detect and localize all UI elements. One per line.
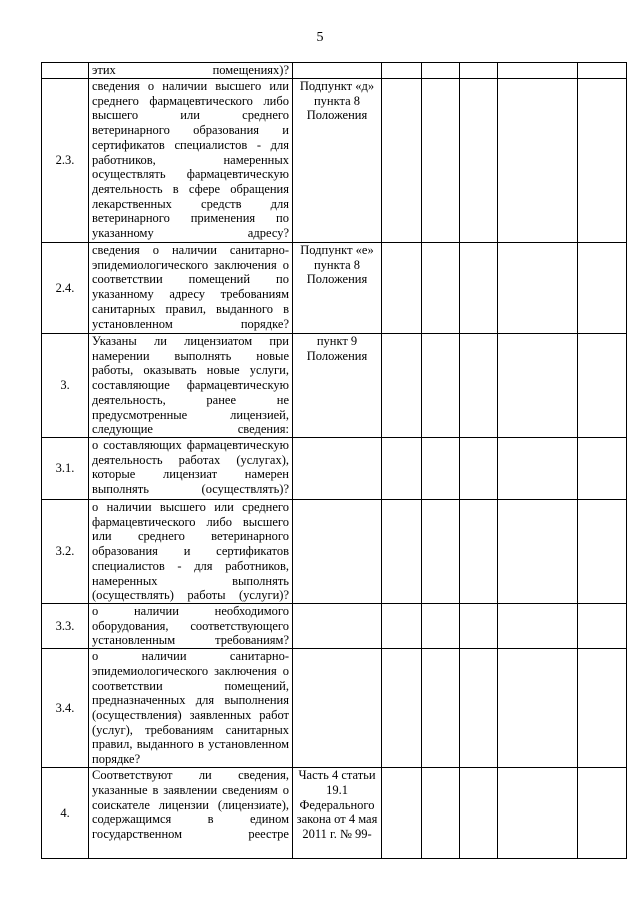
answer-cell	[578, 649, 627, 768]
question-text: Указаны ли лицензиатом при намерении выполнять новые работы, оказывать новые услуги, составляющие фармацевтическую деятельность, ранее не предусмотренные лицензией, следующие сведения:	[89, 334, 293, 438]
table-row	[42, 768, 627, 859]
answer-cell	[498, 79, 578, 243]
answer-cell	[460, 500, 498, 604]
answer-cell	[460, 79, 498, 243]
answer-cell	[498, 604, 578, 649]
answer-cell	[498, 649, 578, 768]
answer-cell	[382, 438, 422, 500]
answer-cell	[422, 243, 460, 334]
table-row	[42, 79, 627, 243]
item-number: 3.2.	[42, 500, 89, 604]
legal-basis	[293, 63, 382, 79]
item-number	[42, 63, 89, 79]
item-number: 2.3.	[42, 79, 89, 243]
item-number: 3.4.	[42, 649, 89, 768]
answer-cell	[422, 604, 460, 649]
answer-cell	[578, 604, 627, 649]
answer-cell	[382, 79, 422, 243]
answer-cell	[422, 63, 460, 79]
table-row	[42, 649, 627, 768]
answer-cell	[460, 334, 498, 438]
question-text: о составляющих фармацевтическую деятельность работах (услугах), которые лицензиат намерен выполнять (осуществлять)?	[89, 438, 293, 500]
question-text: о наличии необходимого оборудования, соответствующего установленным требованиям?	[89, 604, 293, 649]
answer-cell	[382, 649, 422, 768]
legal-basis: Подпункт «е» пункта 8 Положения	[293, 243, 382, 334]
answer-cell	[460, 649, 498, 768]
answer-cell	[382, 334, 422, 438]
question-text: о наличии санитарно-эпидемиологического заключения о соответствии помещений, предназначенных для выполнения (осуществления) заявленных работ (услуг), требованиям санитарных правил, выданного в установленном порядке?	[89, 649, 293, 768]
answer-cell	[422, 500, 460, 604]
item-number: 3.1.	[42, 438, 89, 500]
legal-basis	[293, 604, 382, 649]
checklist-table	[41, 62, 627, 859]
question-text: сведения о наличии санитарно-эпидемиологического заключения о соответствии помещений по указанному адресу требованиям санитарных правил, выданного в установленном порядке?	[89, 243, 293, 334]
answer-cell	[382, 604, 422, 649]
answer-cell	[498, 500, 578, 604]
answer-cell	[382, 243, 422, 334]
answer-cell	[578, 768, 627, 859]
question-text: о наличии высшего или среднего фармацевтического либо высшего или среднего ветеринарного образования и сертификатов специалистов - для работников, намеренных выполнять (осуществлять) работы (услуги)?	[89, 500, 293, 604]
answer-cell	[422, 334, 460, 438]
answer-cell	[578, 63, 627, 79]
table-row	[42, 334, 627, 438]
answer-cell	[578, 79, 627, 243]
item-number: 4.	[42, 768, 89, 859]
legal-basis	[293, 649, 382, 768]
item-number: 2.4.	[42, 243, 89, 334]
question-text: Соответствуют ли сведения, указанные в заявлении сведениям о соискателе лицензии (лицензиате), содержащимся в едином государственном реестре	[89, 768, 293, 859]
answer-cell	[460, 438, 498, 500]
question-text: этих помещениях)?	[89, 63, 293, 79]
answer-cell	[460, 604, 498, 649]
answer-cell	[578, 334, 627, 438]
answer-cell	[460, 768, 498, 859]
table-row	[42, 63, 627, 79]
answer-cell	[382, 768, 422, 859]
answer-cell	[498, 334, 578, 438]
table-row	[42, 438, 627, 500]
answer-cell	[422, 79, 460, 243]
page-number: 5	[316, 30, 324, 45]
answer-cell	[578, 500, 627, 604]
legal-basis: Часть 4 статьи 19.1 Федерального закона от 4 мая 2011 г. № 99-	[293, 768, 382, 859]
item-number: 3.3.	[42, 604, 89, 649]
answer-cell	[382, 63, 422, 79]
answer-cell	[578, 243, 627, 334]
answer-cell	[498, 768, 578, 859]
answer-cell	[422, 649, 460, 768]
answer-cell	[498, 63, 578, 79]
answer-cell	[498, 438, 578, 500]
table-row	[42, 604, 627, 649]
answer-cell	[422, 768, 460, 859]
answer-cell	[422, 438, 460, 500]
legal-basis	[293, 500, 382, 604]
question-text: сведения о наличии высшего или среднего фармацевтического либо высшего или среднего ветеринарного образования и сертификатов специалистов - для работников, намеренных осуществлять фармацевтическую деятельность в сфере обращения лекарственных средств для ветеринарного применения по указанному адресу?	[89, 79, 293, 243]
answer-cell	[382, 500, 422, 604]
legal-basis: Подпункт «д» пункта 8 Положения	[293, 79, 382, 243]
checklist-rows	[42, 63, 627, 859]
answer-cell	[578, 438, 627, 500]
answer-cell	[498, 243, 578, 334]
table-row	[42, 243, 627, 334]
answer-cell	[460, 243, 498, 334]
answer-cell	[460, 63, 498, 79]
legal-basis	[293, 438, 382, 500]
table-row	[42, 500, 627, 604]
legal-basis: пункт 9 Положения	[293, 334, 382, 438]
item-number: 3.	[42, 334, 89, 438]
